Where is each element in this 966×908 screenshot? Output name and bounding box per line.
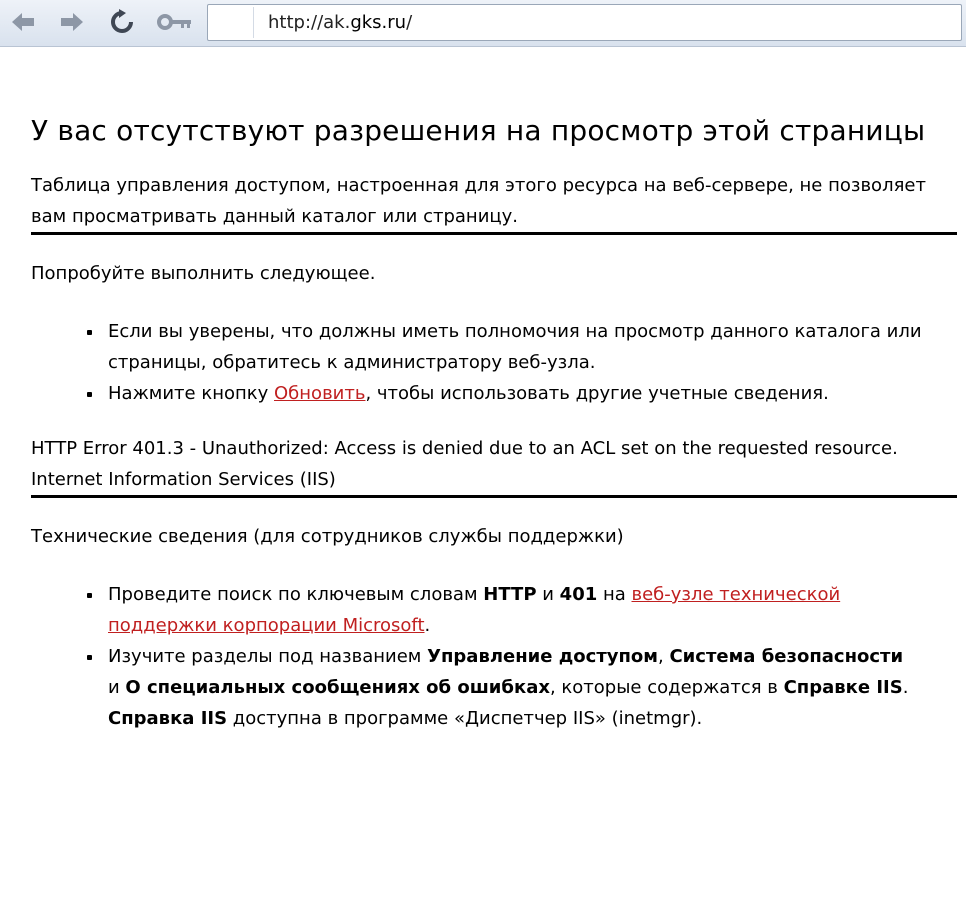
tip-admin: Если вы уверены, что должны иметь полномочия на просмотр данного каталога или страницы, обратитесь к администратору веб-узла. xyxy=(108,321,922,373)
period: . xyxy=(902,677,909,698)
address-bar[interactable] xyxy=(207,4,962,41)
microsoft-support-link[interactable]: веб-узле технической поддержки корпорации Microsoft xyxy=(108,584,841,636)
forward-button[interactable] xyxy=(57,7,87,37)
key-icon xyxy=(157,12,193,32)
divider xyxy=(31,495,957,498)
tip-refresh-rest: , чтобы использовать другие учетные сведения. xyxy=(365,383,829,404)
list-item xyxy=(31,316,931,378)
divider xyxy=(31,232,957,235)
list-item xyxy=(31,378,931,409)
keyword-iis-help-2: Справка IIS xyxy=(108,708,228,729)
url-text[interactable] xyxy=(268,12,412,33)
suggestions-list xyxy=(31,316,931,409)
search-text: Проведите поиск по ключевым словам xyxy=(108,584,484,605)
refresh-link[interactable]: Обновить xyxy=(274,383,366,404)
browser-toolbar xyxy=(0,0,966,47)
page-title: У вас отсутствуют разрешения на просмотр этой страницы xyxy=(31,114,926,147)
list-item xyxy=(31,579,911,641)
study-end-text: доступна в программе «Диспетчер IIS» (inetmgr). xyxy=(227,708,703,729)
keyword-access-control: Управление доступом xyxy=(427,646,658,667)
keyword-iis-help: Справке IIS xyxy=(783,677,903,698)
error-description: Таблица управления доступом, настроенная для этого ресурса на веб-сервере, не позволяет вам просматривать данный каталог или страницу. xyxy=(31,175,926,227)
conjunction: и xyxy=(536,584,560,605)
keyword-http: HTTP xyxy=(483,584,537,605)
preposition: на xyxy=(597,584,632,605)
back-button[interactable] xyxy=(8,7,38,37)
url-prefix: http://ak. xyxy=(268,12,351,33)
back-arrow-icon xyxy=(10,11,36,33)
conjunction: и xyxy=(108,677,126,698)
period: . xyxy=(424,615,431,636)
server-name: Internet Information Services (IIS) xyxy=(31,469,336,490)
url-suffix: / xyxy=(406,12,413,33)
keyword-401: 401 xyxy=(559,584,598,605)
list-item xyxy=(31,641,911,734)
keyword-security: Система безопасности xyxy=(669,646,904,667)
reload-button[interactable] xyxy=(107,7,137,37)
tech-list xyxy=(31,579,911,734)
forward-arrow-icon xyxy=(59,11,85,33)
http-error-line: HTTP Error 401.3 - Unauthorized: Access is denied due to an ACL set on the requested resource. xyxy=(31,438,898,459)
error-content xyxy=(31,112,957,734)
comma: , xyxy=(658,646,670,667)
study-mid-text: , которые содержатся в xyxy=(549,677,784,698)
keyword-custom-errors: О специальных сообщениях об ошибках xyxy=(125,677,550,698)
url-host: gks.ru xyxy=(350,12,407,33)
tech-heading: Технические сведения (для сотрудников службы поддержки) xyxy=(31,526,624,547)
page-icon xyxy=(210,7,254,38)
reload-icon xyxy=(109,9,135,35)
try-heading: Попробуйте выполнить следующее. xyxy=(31,263,376,284)
key-button[interactable] xyxy=(155,7,195,37)
study-text: Изучите разделы под названием xyxy=(108,646,428,667)
tip-refresh-text: Нажмите кнопку xyxy=(108,383,275,404)
